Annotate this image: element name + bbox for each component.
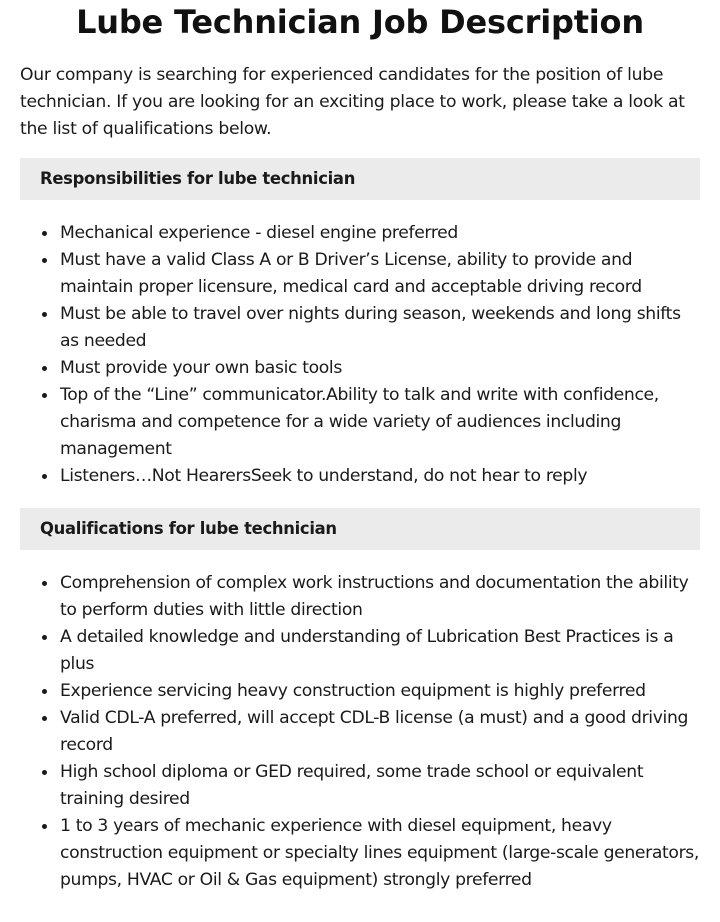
list-item: Must be able to travel over nights during season, weekends and long shifts as needed — [60, 301, 700, 355]
list-item: High school diploma or GED required, some trade school or equivalent training desired — [60, 759, 700, 813]
list-item: Must provide your own basic tools — [60, 355, 700, 382]
list-item: A detailed knowledge and understanding of Lubrication Best Practices is a plus — [60, 624, 700, 678]
responsibilities-heading: Responsibilities for lube technician — [20, 158, 700, 200]
list-item: Comprehension of complex work instructions and documentation the ability to perform duties with little direction — [60, 570, 700, 624]
list-item: Listeners…Not HearersSeek to understand, do not hear to reply — [60, 463, 700, 490]
list-item: Experience servicing heavy construction equipment is highly preferred — [60, 678, 700, 705]
intro-paragraph: Our company is searching for experienced candidates for the position of lube technician. If you are looking for an exciting place to work, please take a look at the list of qualifications below. — [20, 65, 685, 139]
responsibilities-list — [20, 220, 700, 490]
list-item: Must have a valid Class A or B Driver’s License, ability to provide and maintain proper licensure, medical card and acceptable driving record — [60, 247, 700, 301]
page-title: Lube Technician Job Description — [76, 3, 644, 41]
list-item: Top of the “Line” communicator.Ability to talk and write with confidence, charisma and competence for a wide variety of audiences including management — [60, 382, 700, 463]
list-item: Valid CDL-A preferred, will accept CDL-B license (a must) and a good driving record — [60, 705, 700, 759]
list-item: Mechanical experience - diesel engine preferred — [60, 220, 700, 247]
qualifications-heading: Qualifications for lube technician — [20, 508, 700, 550]
qualifications-list — [20, 570, 700, 894]
list-item: 1 to 3 years of mechanic experience with diesel equipment, heavy construction equipment or specialty lines equipment (large-scale generators, pumps, HVAC or Oil & Gas equipment) strongly preferred — [60, 813, 700, 894]
